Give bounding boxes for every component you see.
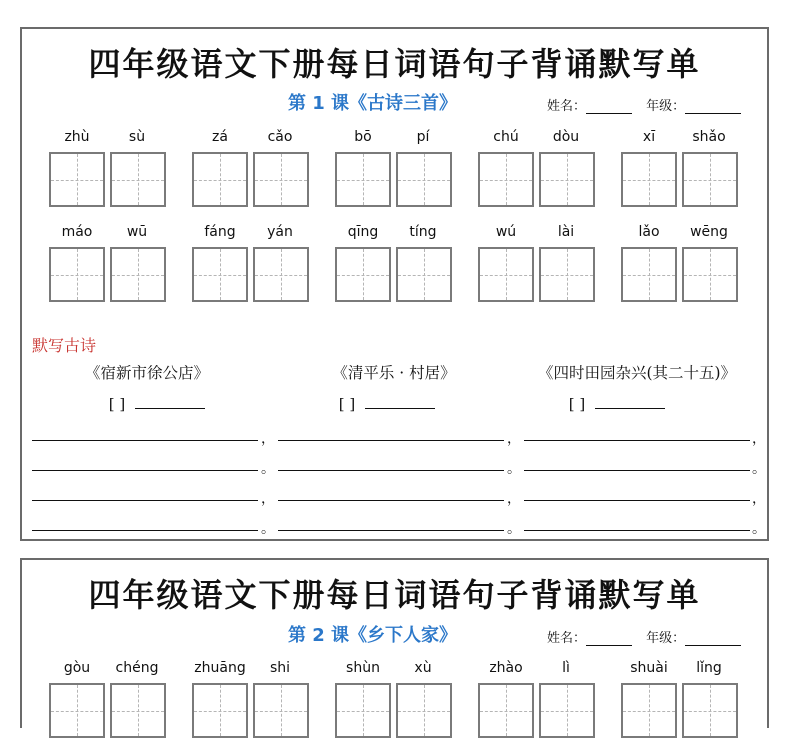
dictation-sheet-lesson-2 bbox=[20, 558, 769, 728]
pinyin-syllable: zhù bbox=[64, 129, 90, 145]
writing-box[interactable] bbox=[478, 247, 534, 302]
writing-box[interactable] bbox=[682, 247, 738, 302]
pinyin-syllable: máo bbox=[61, 224, 93, 240]
poem-title: 《宿新市徐公店》 bbox=[84, 364, 209, 382]
writing-line[interactable] bbox=[524, 420, 750, 441]
pinyin-syllable: pí bbox=[416, 129, 430, 145]
poem-title: 《四时田园杂兴(其二十五)》 bbox=[537, 364, 737, 382]
writing-box[interactable] bbox=[192, 683, 248, 738]
line-punctuation: 。 bbox=[507, 461, 521, 477]
pinyin-syllable: gòu bbox=[63, 660, 91, 676]
pinyin-syllable: wēng bbox=[690, 224, 728, 240]
pinyin-syllable: shuài bbox=[630, 660, 668, 676]
writing-box[interactable] bbox=[335, 683, 391, 738]
pinyin-syllable: cǎo bbox=[267, 129, 293, 145]
writing-box[interactable] bbox=[621, 683, 677, 738]
line-punctuation: ， bbox=[752, 491, 766, 507]
pinyin-syllable: zá bbox=[212, 129, 228, 145]
grade-blank[interactable] bbox=[685, 101, 741, 114]
pinyin-syllable: shi bbox=[269, 660, 291, 676]
writing-line[interactable] bbox=[278, 480, 504, 501]
writing-box[interactable] bbox=[539, 247, 595, 302]
writing-box[interactable] bbox=[335, 152, 391, 207]
line-punctuation: 。 bbox=[752, 461, 766, 477]
pinyin-syllable: qīng bbox=[347, 224, 379, 240]
writing-box[interactable] bbox=[253, 247, 309, 302]
pinyin-syllable: wū bbox=[126, 224, 148, 240]
writing-line[interactable] bbox=[32, 480, 258, 501]
pinyin-syllable: zhào bbox=[489, 660, 523, 676]
section-heading: 默写古诗 bbox=[32, 336, 97, 355]
name-blank[interactable] bbox=[586, 101, 632, 114]
writing-box[interactable] bbox=[396, 247, 452, 302]
author-blank[interactable] bbox=[135, 395, 205, 409]
line-punctuation: 。 bbox=[752, 521, 766, 537]
author-blank[interactable] bbox=[365, 395, 435, 409]
lesson-title: 第 2 课《乡下人家》 bbox=[288, 625, 458, 646]
writing-box[interactable] bbox=[682, 152, 738, 207]
writing-box[interactable] bbox=[539, 152, 595, 207]
pinyin-syllable: chú bbox=[493, 129, 519, 145]
line-punctuation: 。 bbox=[507, 521, 521, 537]
pinyin-syllable: xī bbox=[642, 129, 656, 145]
pinyin-syllable: lì bbox=[562, 660, 570, 676]
writing-box[interactable] bbox=[49, 152, 105, 207]
pinyin-syllable: shǎo bbox=[692, 129, 726, 145]
dynasty-bracket: [ ] bbox=[568, 395, 586, 413]
writing-line[interactable] bbox=[278, 510, 504, 531]
writing-line[interactable] bbox=[32, 420, 258, 441]
name-label: 姓名： bbox=[547, 99, 587, 114]
writing-box[interactable] bbox=[396, 683, 452, 738]
writing-box[interactable] bbox=[396, 152, 452, 207]
writing-line[interactable] bbox=[278, 450, 504, 471]
pinyin-syllable: zhuāng bbox=[194, 660, 246, 676]
writing-box[interactable] bbox=[192, 247, 248, 302]
writing-box[interactable] bbox=[621, 152, 677, 207]
writing-line[interactable] bbox=[32, 450, 258, 471]
line-punctuation: 。 bbox=[261, 521, 275, 537]
pinyin-syllable: shùn bbox=[346, 660, 380, 676]
pinyin-syllable: bō bbox=[354, 129, 372, 145]
line-punctuation: ， bbox=[507, 431, 521, 447]
sheet-title: 四年级语文下册每日词语句子背诵默写单 bbox=[88, 45, 701, 83]
writing-box[interactable] bbox=[621, 247, 677, 302]
pinyin-syllable: lǐng bbox=[696, 660, 722, 676]
writing-box[interactable] bbox=[253, 683, 309, 738]
writing-box[interactable] bbox=[49, 247, 105, 302]
pinyin-syllable: fáng bbox=[204, 224, 236, 240]
dynasty-author-field bbox=[267, 395, 507, 413]
writing-line[interactable] bbox=[524, 510, 750, 531]
pinyin-syllable: lài bbox=[557, 224, 575, 240]
writing-box[interactable] bbox=[110, 683, 166, 738]
writing-line[interactable] bbox=[524, 480, 750, 501]
dynasty-bracket: [ ] bbox=[108, 395, 126, 413]
dynasty-author-field bbox=[497, 395, 737, 413]
pinyin-syllable: yán bbox=[267, 224, 293, 240]
writing-box[interactable] bbox=[682, 683, 738, 738]
pinyin-syllable: chéng bbox=[115, 660, 159, 676]
line-punctuation: ， bbox=[507, 491, 521, 507]
name-blank[interactable] bbox=[586, 633, 632, 646]
writing-line[interactable] bbox=[524, 450, 750, 471]
writing-box[interactable] bbox=[110, 247, 166, 302]
line-punctuation: ， bbox=[752, 431, 766, 447]
line-punctuation: ， bbox=[261, 431, 275, 447]
dynasty-author-field bbox=[37, 395, 277, 413]
writing-box[interactable] bbox=[192, 152, 248, 207]
pinyin-syllable: xù bbox=[414, 660, 432, 676]
pinyin-syllable: sù bbox=[128, 129, 146, 145]
pinyin-syllable: tíng bbox=[409, 224, 437, 240]
writing-box[interactable] bbox=[335, 247, 391, 302]
line-punctuation: 。 bbox=[261, 461, 275, 477]
writing-box[interactable] bbox=[539, 683, 595, 738]
writing-box[interactable] bbox=[110, 152, 166, 207]
dynasty-bracket: [ ] bbox=[338, 395, 356, 413]
student-info bbox=[547, 627, 741, 646]
writing-box[interactable] bbox=[253, 152, 309, 207]
writing-line[interactable] bbox=[278, 420, 504, 441]
pinyin-syllable: lǎo bbox=[638, 224, 660, 240]
pinyin-syllable: wú bbox=[495, 224, 517, 240]
line-punctuation: ， bbox=[261, 491, 275, 507]
poem-title: 《清平乐 · 村居》 bbox=[332, 364, 456, 382]
writing-box[interactable] bbox=[478, 152, 534, 207]
writing-line[interactable] bbox=[32, 510, 258, 531]
grade-label: 年级： bbox=[646, 99, 686, 114]
grade-label: 年级： bbox=[646, 631, 686, 646]
sheet-title: 四年级语文下册每日词语句子背诵默写单 bbox=[88, 576, 701, 614]
dictation-sheet-lesson-1 bbox=[20, 27, 769, 541]
author-blank[interactable] bbox=[595, 395, 665, 409]
writing-box[interactable] bbox=[478, 683, 534, 738]
writing-box[interactable] bbox=[49, 683, 105, 738]
student-info bbox=[547, 95, 741, 114]
lesson-title: 第 1 课《古诗三首》 bbox=[288, 93, 458, 114]
name-label: 姓名： bbox=[547, 631, 587, 646]
grade-blank[interactable] bbox=[685, 633, 741, 646]
pinyin-syllable: dòu bbox=[552, 129, 580, 145]
